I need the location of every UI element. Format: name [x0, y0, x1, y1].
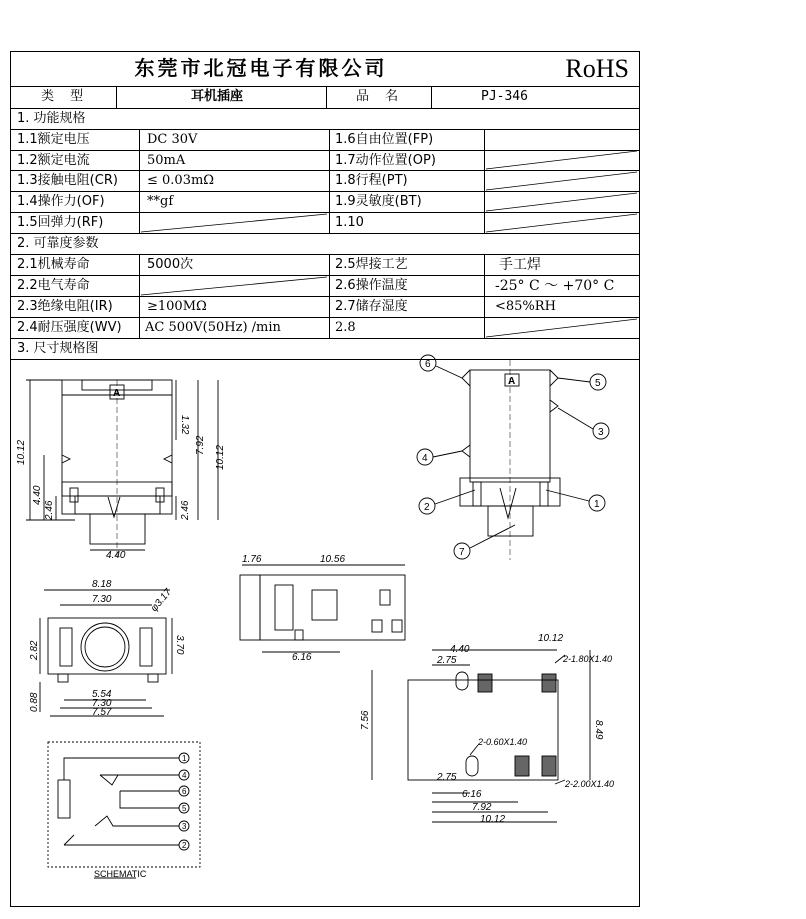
spec-value: 50mA [147, 153, 186, 168]
spec-label: 2.6操作温度 [335, 278, 408, 293]
spec-value: ≥100MΩ [147, 299, 207, 314]
spec-label: 2.5焊接工艺 [335, 257, 408, 272]
dim-label: 7.56 [360, 710, 371, 730]
pin-7-label: 7 [459, 547, 465, 558]
a-mark: A [113, 388, 121, 399]
spec-label: 1.1额定电压 [17, 132, 90, 147]
spec-label: 2.7储存湿度 [335, 299, 408, 314]
spec-label: 2.2电气寿命 [17, 278, 90, 293]
spec-value: -25° C ～ +70° C [495, 278, 615, 294]
pad-label: 2-0.60X1.40 [478, 737, 528, 747]
spec-label: 2.4耐压强度(WV) [17, 320, 122, 335]
dim-label: 2.46 [44, 500, 55, 520]
front-view [26, 380, 218, 560]
spec-label: 1.5回弹力(RF) [17, 215, 104, 230]
pin-6-label: 6 [425, 359, 431, 370]
dim-label: 10.12 [480, 814, 506, 825]
schematic-pin-1: 1 [182, 754, 187, 763]
dim-label: 7.57 [92, 707, 112, 718]
spec-value: 手工焊 [499, 257, 541, 273]
spec-label: 1.2额定电流 [17, 153, 90, 168]
product-value: PJ-346 [481, 89, 528, 104]
section1-title: 1. 功能规格 [17, 111, 86, 126]
company-name: 东莞市北冠电子有限公司 [134, 56, 388, 80]
schematic-pin-3: 3 [182, 822, 187, 831]
schematic-diagram [48, 742, 200, 878]
spec-value: **gf [147, 194, 174, 209]
spec-label: 2.3绝缘电阻(IR) [17, 299, 113, 314]
pin-2-label: 2 [424, 502, 430, 513]
dim-label: 1.76 [242, 554, 262, 565]
dim-label: 1.32 [179, 415, 190, 435]
type-value: 耳机插座 [191, 89, 244, 104]
pin-1-label: 1 [594, 499, 600, 510]
dim-label: 7.30 [92, 594, 112, 605]
spec-label: 1.6自由位置(FP) [335, 132, 434, 147]
rohs-mark: RoHS [565, 54, 629, 83]
dim-label: φ3.17 [148, 586, 175, 614]
pad-label: 2-1.80X1.40 [563, 654, 613, 664]
schematic-pin-5: 5 [182, 804, 187, 813]
spec-value: <85%RH [495, 299, 556, 314]
pin-4-label: 4 [422, 453, 428, 464]
dim-label: 3.70 [174, 635, 185, 655]
dim-label: 2.75 [437, 655, 457, 666]
type-label: 类 型 [41, 89, 90, 104]
spec-label: 2.1机械寿命 [17, 257, 90, 272]
dim-label: 4.40 [106, 550, 126, 561]
pin-5-label: 5 [595, 378, 601, 389]
dim-label: 8.49 [593, 720, 604, 740]
dim-label: 4.40 [450, 644, 470, 655]
dim-label: 7.92 [472, 802, 492, 813]
dim-label: 2.82 [29, 640, 40, 660]
spec-label: 1.4操作力(OF) [17, 194, 105, 209]
spec-value: 5000次 [147, 257, 194, 272]
spec-label: 1.3接触电阻(CR) [17, 173, 118, 188]
dim-label: 0.88 [29, 692, 40, 712]
spec-value: AC 500V(50Hz) /min [145, 320, 281, 335]
dim-label: 7.92 [195, 435, 206, 455]
pin-3-label: 3 [598, 427, 604, 438]
spec-label: 2.8 [335, 320, 356, 335]
dim-label: 4.40 [32, 485, 43, 505]
top-view [240, 565, 405, 652]
dim-label: 10.12 [215, 444, 226, 470]
spec-label: 1.10 [335, 215, 364, 230]
section2-title: 2. 可靠度参数 [17, 236, 99, 251]
product-label: 品 名 [356, 89, 405, 104]
pad-label: 2-2.00X1.40 [565, 779, 615, 789]
dim-label: 10.12 [16, 439, 27, 465]
spec-label: 1.7动作位置(OP) [335, 153, 436, 168]
dim-label: 2.46 [180, 500, 191, 520]
schematic-label: SCHEMATIC [94, 869, 147, 879]
dim-label: 2.75 [437, 772, 457, 783]
spec-value: DC 30V [147, 132, 198, 147]
spec-label: 1.8行程(PT) [335, 173, 408, 188]
schematic-pin-2: 2 [182, 841, 187, 850]
section3-title: 3. 尺寸规格图 [17, 341, 99, 356]
schematic-pin-6: 6 [182, 787, 187, 796]
dim-label: 7.30 [92, 698, 112, 709]
dim-label: 8.18 [92, 579, 112, 590]
dim-label: 10.56 [320, 554, 346, 565]
dim-label: 5.54 [92, 689, 112, 700]
dim-label: 10.12 [538, 633, 564, 644]
schematic-pin-4: 4 [182, 771, 187, 780]
a-mark: A [508, 376, 516, 387]
dim-label: 6.16 [292, 652, 312, 663]
dim-label: 6.16 [462, 789, 482, 800]
spec-value: ≤ 0.03mΩ [147, 173, 215, 188]
spec-label: 1.9灵敏度(BT) [335, 194, 422, 209]
